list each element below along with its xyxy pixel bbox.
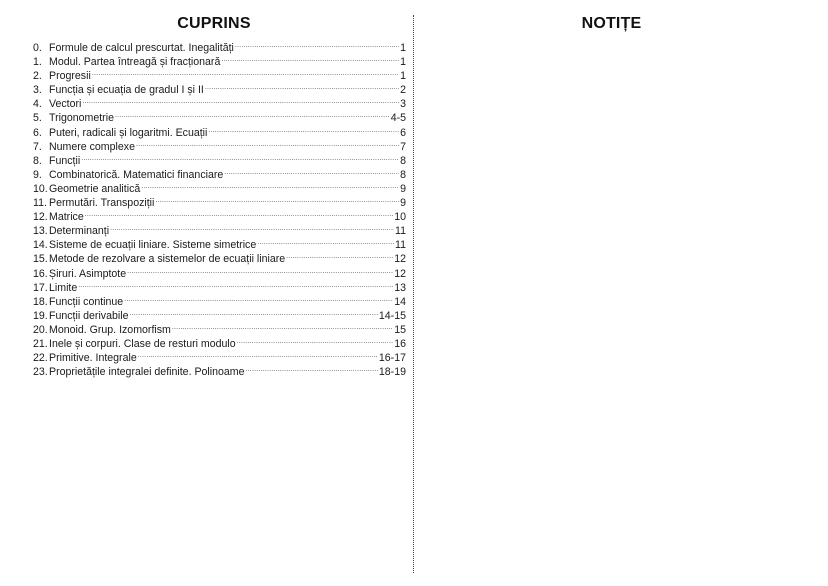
toc-entry-number: 7. xyxy=(33,140,42,153)
toc-dot-leader xyxy=(172,319,393,333)
toc-entry-title: Funcții xyxy=(49,154,81,167)
toc-entry-title: Funcția și ecuația de gradul I și II xyxy=(49,84,204,97)
toc-entry-title: Puteri, radicali și logaritmi. Ecuații xyxy=(49,126,208,139)
toc-entry-page: 7 xyxy=(400,140,406,153)
toc-entry-page: 11 xyxy=(395,225,406,238)
toc-dot-leader xyxy=(237,333,394,347)
toc-entry-title: Geometrie analitică xyxy=(49,182,141,195)
toc-dot-leader xyxy=(85,206,393,220)
toc-entry-page: 1 xyxy=(400,42,406,54)
toc-entry-number: 16. xyxy=(33,267,48,280)
toc-dot-leader xyxy=(124,291,393,305)
toc-entry-number: 4. xyxy=(33,98,42,111)
toc-entry xyxy=(33,220,406,238)
toc-dot-leader xyxy=(286,248,393,262)
toc-entry-title: Limite xyxy=(49,281,78,294)
toc-entry-number: 14. xyxy=(33,239,48,252)
toc-entry xyxy=(33,150,406,167)
toc-entry-number: 12. xyxy=(33,211,48,224)
toc-entry-page: 6 xyxy=(400,126,406,139)
toc-entry-title: Vectori xyxy=(49,98,82,111)
toc-dot-leader xyxy=(205,79,399,93)
toc-entry-number: 8. xyxy=(33,154,42,167)
toc-entry-number: 17. xyxy=(33,281,48,294)
table-of-contents xyxy=(33,37,406,379)
toc-entry-number: 19. xyxy=(33,309,48,322)
toc-entry-page: 12 xyxy=(394,267,406,280)
toc-entry-number: 15. xyxy=(33,253,48,266)
toc-entry-number: 1. xyxy=(33,56,42,69)
page-divider xyxy=(413,15,414,573)
toc-entry-number: 2. xyxy=(33,70,42,83)
toc-entry-title: Determinanți xyxy=(49,225,110,238)
toc-entry-title: Numere complexe xyxy=(49,140,135,153)
toc-entry xyxy=(33,164,406,181)
toc-entry-number: 9. xyxy=(33,168,42,181)
toc-entry xyxy=(33,291,406,308)
toc-entry-page: 8 xyxy=(400,154,406,167)
toc-entry-number: 13. xyxy=(33,225,48,238)
toc-dot-leader xyxy=(208,122,399,136)
toc-dot-leader xyxy=(136,136,399,150)
toc-entry-title: Formule de calcul prescurtat. Inegalități xyxy=(49,42,234,54)
toc-entry-page: 1 xyxy=(400,56,406,69)
notes-title: NOTIȚE xyxy=(581,15,642,32)
toc-dot-leader xyxy=(130,305,378,319)
toc-dot-leader xyxy=(221,51,399,65)
toc-entry-title: Progresii xyxy=(49,70,91,83)
toc-entry xyxy=(33,206,406,224)
toc-entry-title: Șiruri. Asimptote xyxy=(49,267,127,280)
toc-dot-leader xyxy=(155,192,399,206)
toc-entry-title: Inele și corpuri. Clase de resturi modulo xyxy=(49,337,236,350)
toc-entry-title: Sisteme de ecuații liniare. Sisteme simetrice xyxy=(49,239,257,252)
toc-entry xyxy=(33,37,406,54)
toc-entry-page: 3 xyxy=(400,98,406,111)
toc-entry-page: 2 xyxy=(400,84,406,97)
toc-entry xyxy=(33,93,406,111)
contents-title: CUPRINS xyxy=(177,15,251,32)
toc-dot-leader xyxy=(110,220,394,234)
toc-entry-title: Funcții derivabile xyxy=(49,309,129,322)
toc-entry-page: 1 xyxy=(400,70,406,83)
toc-entry-page: 12 xyxy=(394,253,406,266)
toc-entry-number: 3. xyxy=(33,84,42,97)
toc-entry-title: Matrice xyxy=(49,211,84,224)
toc-entry-title: Permutări. Transpoziții xyxy=(49,197,155,210)
toc-entry-title: Trigonometrie xyxy=(49,112,114,125)
toc-dot-leader xyxy=(115,107,390,121)
toc-entry-page: 16-17 xyxy=(378,352,406,365)
toc-dot-leader xyxy=(246,361,378,375)
toc-entry-title: Combinatorică. Matematici financiare xyxy=(49,168,224,181)
toc-entry-number: 20. xyxy=(33,323,48,336)
toc-entry-page: 13 xyxy=(394,281,406,294)
toc-entry-number: 11. xyxy=(33,197,47,210)
toc-dot-leader xyxy=(138,347,378,361)
toc-dot-leader xyxy=(141,178,399,192)
toc-entry-page: 16 xyxy=(394,337,406,350)
toc-dot-leader xyxy=(81,150,399,164)
toc-dot-leader xyxy=(235,37,399,51)
toc-entry xyxy=(33,277,406,294)
toc-entry-page: 14 xyxy=(394,295,406,308)
toc-entry-page: 18-19 xyxy=(378,366,406,379)
toc-entry-title: Funcții continue xyxy=(49,295,124,308)
toc-entry-title: Modul. Partea întreagă și fracționară xyxy=(49,56,221,69)
toc-entry-number: 21. xyxy=(33,337,48,350)
toc-entry-page: 4-5 xyxy=(390,112,406,125)
toc-entry-title: Metode de rezolvare a sistemelor de ecuații liniare xyxy=(49,253,286,266)
toc-entry-page: 15 xyxy=(394,323,406,336)
toc-dot-leader xyxy=(224,164,399,178)
toc-entry xyxy=(33,107,406,125)
toc-entry-number: 0. xyxy=(33,42,42,54)
toc-dot-leader xyxy=(92,65,399,79)
toc-entry-page: 14-15 xyxy=(378,309,406,322)
toc-entry-title: Primitive. Integrale xyxy=(49,352,137,365)
toc-entry-number: 5. xyxy=(33,112,42,125)
toc-dot-leader xyxy=(78,277,393,291)
toc-dot-leader xyxy=(127,263,393,277)
toc-entry-page: 9 xyxy=(400,197,406,210)
toc-dot-leader xyxy=(82,93,399,107)
toc-entry-page: 8 xyxy=(400,168,406,181)
toc-entry-page: 11 xyxy=(395,239,406,252)
toc-entry-number: 10. xyxy=(33,182,48,195)
toc-entry-number: 22. xyxy=(33,352,48,365)
toc-entry-title: Proprietățile integralei definite. Polinoame xyxy=(49,366,245,379)
toc-entry-page: 10 xyxy=(394,211,406,224)
toc-entry-number: 23. xyxy=(33,366,48,379)
toc-entry-number: 6. xyxy=(33,126,42,139)
toc-entry-number: 18. xyxy=(33,295,48,308)
toc-entry-page: 9 xyxy=(400,182,406,195)
toc-dot-leader xyxy=(257,234,394,248)
toc-entry-title: Monoid. Grup. Izomorfism xyxy=(49,323,171,336)
notes-page xyxy=(415,0,828,586)
